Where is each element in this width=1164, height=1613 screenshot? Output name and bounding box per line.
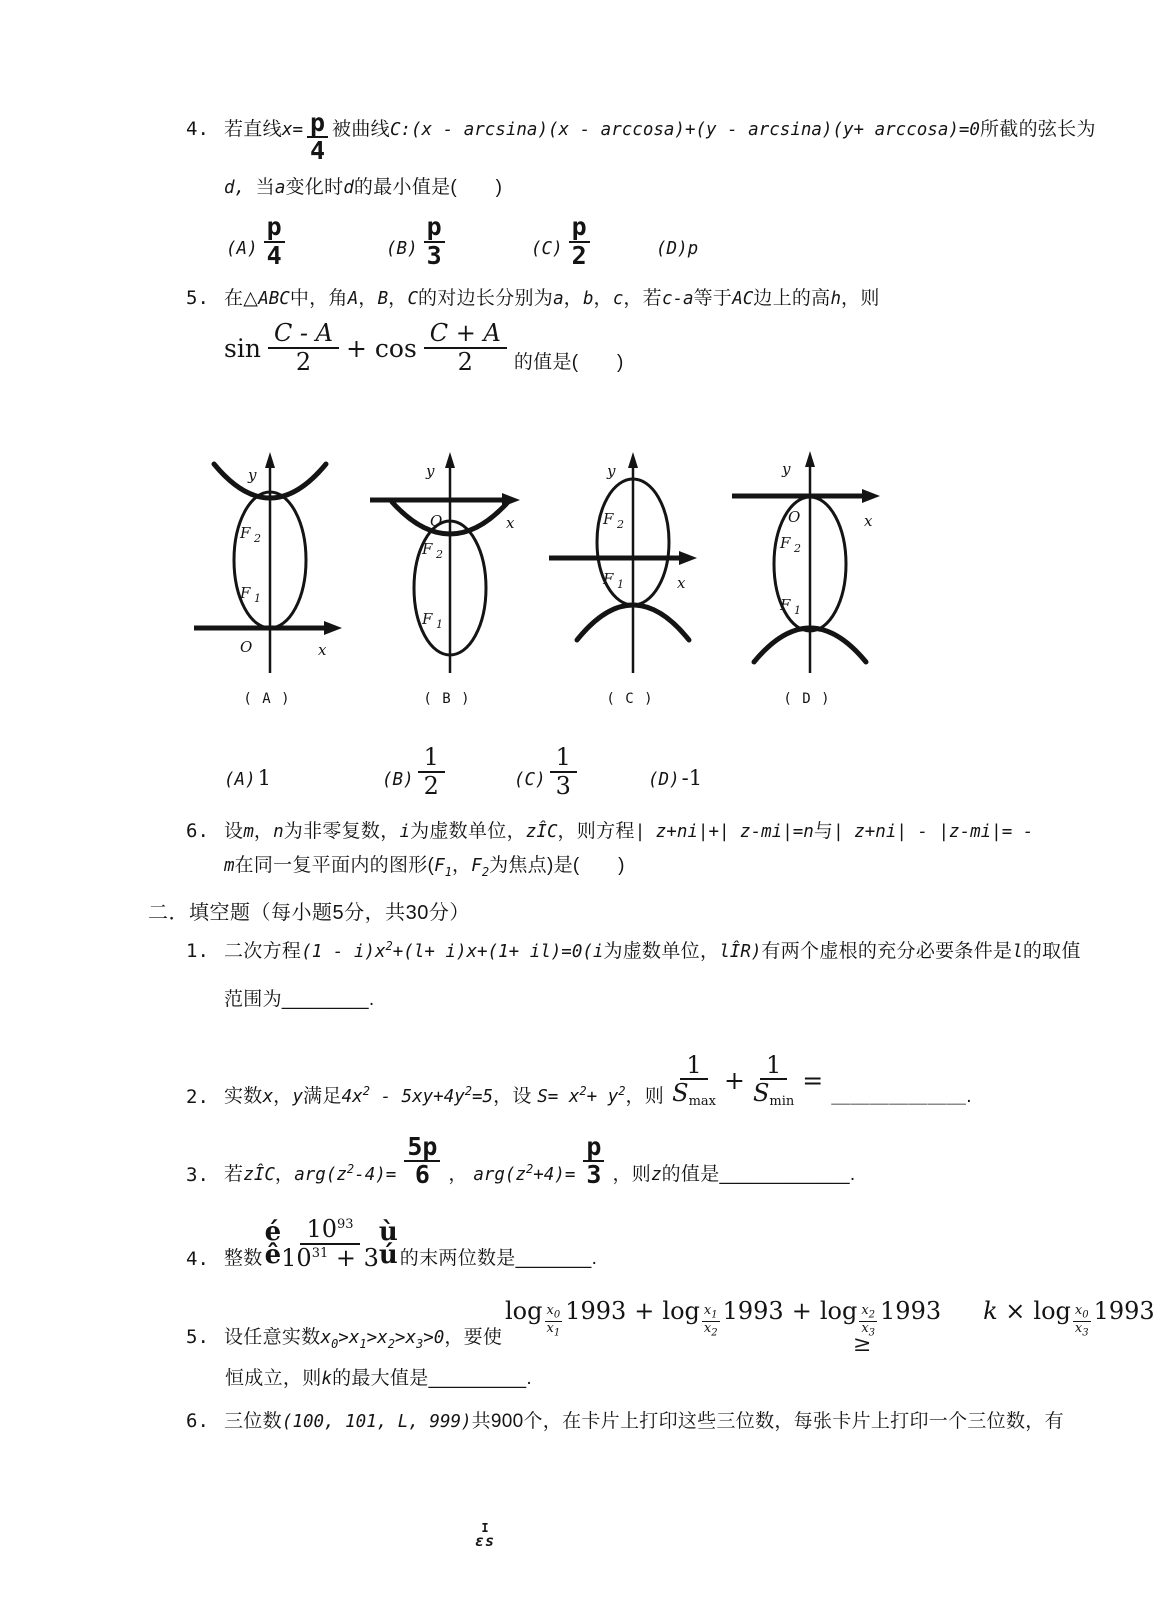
text-segment: ， xyxy=(253,821,274,842)
graph-a-caption: ( A ) xyxy=(243,691,291,707)
text-segment: zÎC xyxy=(525,822,558,842)
svg-text:2: 2 xyxy=(254,532,261,545)
text-segment: b xyxy=(582,289,594,309)
svg-text:1: 1 xyxy=(436,618,443,631)
text-segment: 有两个虚根的充分必要条件是 xyxy=(761,941,1013,962)
text-segment: d, xyxy=(224,177,256,198)
fill-question-5-line-1 xyxy=(186,1322,502,1354)
question-5-tail: 的值是( ) xyxy=(513,352,624,374)
origin-label: O xyxy=(240,638,253,656)
section-2-header: 二．填空题（每小题5分，共30分） xyxy=(148,902,470,924)
text-segment: 当 xyxy=(255,176,275,198)
fill-question-3 xyxy=(186,1120,856,1188)
text-segment: -4)= xyxy=(354,1165,397,1185)
answer-blank: ＿＿＿＿＿＿＿. xyxy=(831,1086,972,1107)
text-segment: 若直线 xyxy=(224,119,282,140)
text-segment: ，则方程 xyxy=(557,821,635,842)
text-segment: d xyxy=(343,177,354,198)
option-d xyxy=(648,738,702,800)
option-label: (B) xyxy=(386,238,418,259)
log-base-fraction: $x_0$ $x_3$ xyxy=(1074,1303,1089,1339)
text-segment: c xyxy=(612,289,624,309)
pi-fraction: p 2 xyxy=(569,214,590,269)
y-axis-arrowhead xyxy=(445,452,455,468)
fraction: 1 2 xyxy=(418,744,445,800)
text-segment: a xyxy=(553,289,564,309)
graph-option-d xyxy=(722,448,892,707)
fill-4-text: 整数 xyxy=(224,1248,263,1269)
fraction-numerator: p xyxy=(307,110,328,138)
question-5-line-1 xyxy=(186,283,880,314)
text-segment: (1 - i)x xyxy=(301,942,386,962)
bracket-expression xyxy=(265,1216,398,1272)
log-base-fraction: $x_2$ $x_3$ xyxy=(861,1303,876,1339)
x-axis-arrowhead xyxy=(862,489,880,503)
log-argument: 1993 xyxy=(880,1296,942,1325)
question-number: 6. xyxy=(186,1410,209,1432)
option-b xyxy=(382,738,445,800)
text-segment: 的取值 xyxy=(1022,941,1081,962)
sin-operator: sin xyxy=(224,333,261,363)
text-segment: ， xyxy=(274,1164,295,1185)
text-segment: ， xyxy=(563,288,583,309)
text-segment: 的对边长分别为 xyxy=(418,288,554,309)
log-argument: 1993 xyxy=(565,1296,627,1325)
plus-sign: + xyxy=(634,1296,655,1325)
text-segment: >x xyxy=(338,1328,360,1348)
svg-text:1: 1 xyxy=(794,604,801,617)
text-segment: >0 xyxy=(423,1328,445,1348)
log-term: log $x_0$ $x_3$ 1993 xyxy=(1033,1296,1155,1339)
fraction: 1 $S_{min}$ xyxy=(752,1050,795,1110)
text-segment: 若 xyxy=(224,1164,244,1185)
question-5-text xyxy=(224,288,880,309)
y-label: y xyxy=(426,462,435,480)
footer-mark xyxy=(455,1522,515,1549)
x-label: x xyxy=(318,641,327,659)
question-number: 1. xyxy=(186,940,209,962)
question-number: 6. xyxy=(186,820,209,842)
svg-text:2: 2 xyxy=(436,548,443,561)
fill-question-5-line-2 xyxy=(225,1364,532,1394)
pi-fraction: $\frac{p}{3}$ xyxy=(583,1134,604,1189)
log-base-fraction: $x_0$ $x_1$ xyxy=(546,1303,561,1339)
option-d xyxy=(656,207,698,269)
question-number: 5. xyxy=(186,287,209,309)
option-label: (D) xyxy=(656,238,688,259)
x-label: x xyxy=(864,512,873,530)
graph-option-b xyxy=(362,448,532,707)
origin-label: O xyxy=(430,512,443,530)
fraction: C - A 2 xyxy=(268,320,339,376)
text-segment: 在△ xyxy=(224,288,259,309)
text-segment: n xyxy=(273,822,284,842)
greater-equal-sign: ≥ xyxy=(853,1332,872,1357)
footer-mark-bottom: εs xyxy=(474,1532,496,1550)
focus-2-label: F xyxy=(422,540,433,558)
svg-text:2: 2 xyxy=(617,518,624,531)
text-segment: (100, 101, L, 999) xyxy=(281,1412,472,1432)
left-bracket: é ê xyxy=(264,1216,282,1271)
text-segment: 三位数 xyxy=(224,1411,282,1432)
svg-text:1: 1 xyxy=(617,578,624,591)
log-argument: 1993 xyxy=(1093,1296,1155,1325)
origin-label: O xyxy=(788,508,801,526)
text-segment: c-a xyxy=(661,289,694,309)
text-segment: 所截的弦长为 xyxy=(979,119,1096,140)
option-label: (D) xyxy=(648,770,680,790)
option-c xyxy=(514,738,577,800)
text-segment: 共900个，在卡片上打印这些三位数，每张卡片上打印一个三位数，有 xyxy=(471,1411,1064,1432)
option-value: p xyxy=(687,238,699,259)
text-segment: 设 xyxy=(224,821,244,842)
text-segment: 2 xyxy=(385,939,393,953)
option-value: -1 xyxy=(681,766,703,790)
graph-d-caption: ( D ) xyxy=(783,691,831,707)
fill-2-formula xyxy=(672,1052,823,1110)
option-c xyxy=(531,207,590,269)
option-a xyxy=(224,738,271,800)
pi-fraction: $\frac{5p}{6}$ xyxy=(404,1134,440,1189)
question-number: 4. xyxy=(186,1248,209,1270)
graph-c-canvas xyxy=(545,448,715,683)
text-segment: ， xyxy=(358,288,378,309)
text-segment: m xyxy=(224,856,235,877)
focus-1-label: F xyxy=(422,610,433,628)
text-segment: a xyxy=(274,177,286,198)
question-6-line-2 xyxy=(224,851,1033,882)
y-axis-arrowhead xyxy=(628,452,638,468)
fill-1-text xyxy=(224,939,1081,962)
question-number: 3. xyxy=(186,1164,209,1186)
y-axis-arrowhead xyxy=(805,451,815,467)
focus-2-label: F xyxy=(603,510,614,528)
fill-1-line-2 xyxy=(224,985,1081,1015)
k-times: k × xyxy=(983,1296,1026,1325)
text-segment: =5 xyxy=(472,1087,494,1107)
text-segment: 2 xyxy=(346,1162,355,1176)
text-segment: i xyxy=(399,822,411,842)
focus-2-label: F xyxy=(780,534,791,552)
option-a xyxy=(226,207,285,269)
fill-question-1 xyxy=(186,936,1081,1016)
text-segment: 2 xyxy=(387,1337,395,1351)
text-segment: ，若 xyxy=(623,288,662,309)
graph-c-caption: ( C ) xyxy=(606,691,654,707)
option-label: (A) xyxy=(224,770,256,790)
text-segment: 2 xyxy=(579,1084,587,1098)
fill-4-tail xyxy=(400,1243,597,1270)
log-term: log $x_0$ $x_1$ 1993 xyxy=(505,1296,627,1339)
question-4-line-1 xyxy=(186,110,1096,165)
fraction: C + A 2 xyxy=(424,320,507,376)
option-label: (C) xyxy=(514,770,546,790)
text-segment: x xyxy=(320,1328,332,1348)
pi-fraction: p 4 xyxy=(264,214,285,269)
question-4-options xyxy=(186,207,1096,273)
text-segment: >x xyxy=(366,1328,388,1348)
question-4 xyxy=(186,110,1096,273)
fraction: 1 $S_{max}$ xyxy=(672,1050,716,1110)
text-segment: arg(z xyxy=(294,1165,347,1185)
x-label: x xyxy=(677,574,686,592)
text-segment: 恒成立，则 xyxy=(225,1368,322,1389)
text-segment: x xyxy=(262,1087,274,1107)
plus-sign: + xyxy=(791,1296,812,1325)
text-segment: 的末两位数是_______. xyxy=(399,1248,598,1269)
footer-mark-top: I xyxy=(481,1521,489,1535)
svg-text:2: 2 xyxy=(794,542,801,555)
question-5-formula xyxy=(224,320,880,376)
question-number: 5. xyxy=(186,1326,209,1348)
text-segment: +(l+ i)x+(1+ il)=0(i xyxy=(392,942,604,962)
log-argument: 1993 xyxy=(722,1296,784,1325)
text-segment: 2 xyxy=(362,1084,370,1098)
plus-operator: + xyxy=(723,1066,745,1096)
graph-b-caption: ( B ) xyxy=(423,691,471,707)
x-axis-arrowhead xyxy=(679,551,697,565)
text-segment: C xyxy=(407,289,418,309)
text-segment: 范围为________. xyxy=(224,989,375,1011)
question-6-text xyxy=(224,821,1034,842)
graph-d-canvas xyxy=(722,448,892,683)
text-segment: ，则 xyxy=(612,1164,652,1185)
text-segment: h xyxy=(830,289,842,309)
text-segment: 为虚数单位， xyxy=(410,821,526,842)
text-segment: | z+ni|+| z-mi|=n xyxy=(634,822,814,842)
question-6 xyxy=(186,816,1033,883)
text-segment: z xyxy=(651,1165,662,1185)
text-segment: 的最小值是( ) xyxy=(353,176,503,198)
graph-option-c xyxy=(545,448,715,707)
text-segment: 变化时 xyxy=(285,176,344,198)
text-segment: 0 xyxy=(331,1337,339,1351)
text-segment: F xyxy=(434,856,445,877)
text-segment: ， xyxy=(448,1164,474,1185)
fill-3-text-2 xyxy=(448,1159,575,1186)
focus-1-label: F xyxy=(240,584,251,602)
pi-fraction xyxy=(307,110,328,165)
text-segment: S= x xyxy=(537,1087,580,1107)
text-segment: ，则 xyxy=(841,288,880,309)
text-segment: 在同一复平面内的图形( xyxy=(234,855,435,877)
text-segment: + y xyxy=(586,1087,619,1107)
option-value: 1 xyxy=(257,766,271,790)
equals-sign: = xyxy=(802,1066,824,1096)
focus-1-label: F xyxy=(603,570,614,588)
text-segment: 二次方程 xyxy=(224,941,302,962)
fill-5-formula xyxy=(505,1282,1155,1357)
text-segment: ，要使 xyxy=(444,1327,503,1348)
fill-question-2 xyxy=(186,1038,972,1110)
text-segment: ， xyxy=(451,855,472,877)
text-segment: 2 xyxy=(618,1084,626,1098)
y-label: y xyxy=(607,462,616,480)
fraction-denominator: 4 xyxy=(309,136,326,166)
log-base-fraction: $x_1$ $x_2$ xyxy=(703,1303,718,1339)
fill-question-6 xyxy=(186,1406,1064,1437)
text-segment: ， xyxy=(388,288,408,309)
text-segment: >x xyxy=(394,1328,416,1348)
text-segment: lÎR) xyxy=(719,942,762,962)
text-segment: ，设 xyxy=(493,1086,538,1107)
text-segment: 设任意实数 xyxy=(224,1327,321,1348)
question-number: 4. xyxy=(186,118,209,140)
text-segment: 为焦点)是( ) xyxy=(489,855,625,877)
text-segment: ， xyxy=(593,288,613,309)
text-segment: | z+ni| - |z-mi|= - xyxy=(833,822,1034,842)
question-number: 2. xyxy=(186,1086,209,1108)
question-5 xyxy=(186,283,880,376)
text-segment: 4x xyxy=(341,1087,363,1107)
fill-question-4 xyxy=(186,1202,597,1272)
text-segment: ， xyxy=(273,1086,293,1107)
text-segment: 等于 xyxy=(693,288,733,309)
text-segment: 为虚数单位， xyxy=(603,941,720,962)
log-term: log $x_2$ $x_3$ 1993 xyxy=(819,1296,942,1339)
graph-b-canvas xyxy=(362,448,532,683)
text-segment: y xyxy=(292,1087,304,1107)
text-segment: zÎC xyxy=(243,1165,275,1185)
fraction: 1 3 xyxy=(550,744,577,800)
text-segment: 中，角 xyxy=(289,288,348,309)
text-segment: 为非零复数， xyxy=(283,821,400,842)
y-label: y xyxy=(248,466,257,484)
question-6-line-1 xyxy=(186,816,1033,847)
option-label: (C) xyxy=(531,238,563,259)
fill-3-text-1 xyxy=(224,1159,396,1186)
text-segment: 2 xyxy=(464,1084,472,1098)
text-segment: ，则 xyxy=(625,1086,665,1107)
fill-2-text xyxy=(224,1081,664,1108)
text-segment: 的值是____________. xyxy=(661,1164,856,1185)
option-b xyxy=(386,207,445,269)
text-segment: m xyxy=(243,822,254,842)
right-bracket: ù ú xyxy=(378,1216,398,1271)
x-label: x xyxy=(506,514,515,532)
text-segment: F xyxy=(471,856,482,877)
text-segment: 2 xyxy=(526,1162,534,1176)
text-segment: 满足 xyxy=(303,1086,342,1107)
text-segment: 实数 xyxy=(224,1086,263,1107)
text-segment: l xyxy=(1012,942,1023,962)
math-segment: C:(x - arcsina)(x - arccosa)+(y - arcsina)(y+ arccosa)=0 xyxy=(389,120,980,140)
question-4-line-2 xyxy=(224,173,1096,203)
graph-option-a xyxy=(182,448,352,707)
graph-question-options xyxy=(186,738,906,810)
option-label: (B) xyxy=(382,770,414,790)
svg-text:1: 1 xyxy=(254,592,261,605)
fill-6-text xyxy=(224,1411,1064,1432)
plus-cos-operator: + cos xyxy=(346,333,417,363)
y-label: y xyxy=(782,460,791,478)
option-label: (A) xyxy=(226,238,258,259)
graph-a-canvas xyxy=(182,448,352,683)
text-segment: A xyxy=(347,289,359,309)
text-segment: k xyxy=(321,1369,333,1389)
x-axis-arrowhead xyxy=(324,621,342,635)
text-segment: 边上的高 xyxy=(753,288,831,309)
focus-2-label: F xyxy=(240,524,251,542)
fill-1-line-1 xyxy=(186,936,1081,967)
text-segment: 1 xyxy=(359,1337,367,1351)
text-segment: arg(z xyxy=(473,1165,526,1185)
text-segment: 的最大值是_________. xyxy=(332,1368,532,1389)
fill-5-text xyxy=(224,1327,503,1351)
text-segment: B xyxy=(377,289,389,309)
text-segment: 与 xyxy=(813,821,834,842)
text-segment: 1 xyxy=(444,865,452,880)
log-term: log $x_1$ $x_2$ 1993 xyxy=(662,1296,784,1339)
text-segment: +4)= xyxy=(533,1165,576,1185)
math-segment: x= xyxy=(281,120,303,140)
y-axis-arrowhead xyxy=(265,452,275,468)
text-segment: 3 xyxy=(416,1337,424,1351)
text-segment: - 5xy+4y xyxy=(369,1087,465,1107)
focus-1-label: F xyxy=(780,596,791,614)
text-segment: 被曲线 xyxy=(332,119,390,140)
text-segment: 2 xyxy=(481,865,490,880)
text-segment: AC xyxy=(732,289,754,309)
fill-3-text-3 xyxy=(612,1159,855,1186)
pi-fraction: p 3 xyxy=(424,214,445,269)
fraction: $10^{93}$ $10^{31} + 3$ xyxy=(281,1215,379,1273)
text-segment: ABC xyxy=(258,289,290,309)
